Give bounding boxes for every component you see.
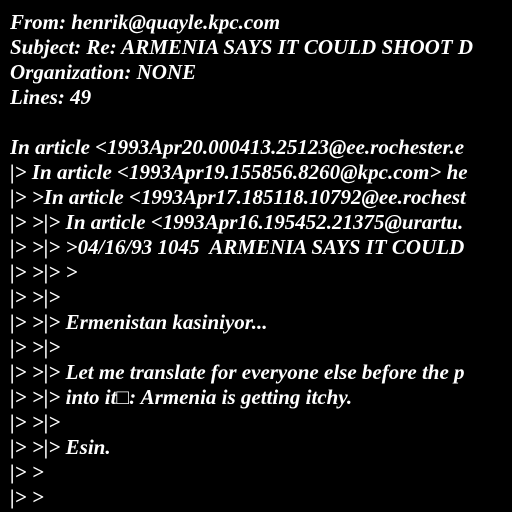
quoted-line: |> >|> Let me translate for everyone else before the p (10, 360, 465, 384)
blank-line (10, 110, 512, 135)
quoted-line: |> >|> >04/16/93 1045 ARMENIA SAYS IT COULD (10, 235, 465, 259)
quoted-line: |> >|> (10, 285, 61, 309)
quoted-line: |> >|> In article <1993Apr16.195452.21375@urartu. (10, 210, 464, 234)
quoted-line: |> >In article <1993Apr17.185118.10792@ee.rochest (10, 185, 466, 209)
quoted-line: |> >|> > (10, 260, 78, 284)
quoted-line: |> > (10, 460, 44, 484)
quoted-line: |> In article <1993Apr19.155856.8260@kpc.com> he (10, 160, 468, 184)
quoted-line: |> > (10, 485, 44, 509)
header-organization: Organization: NONE (10, 60, 197, 84)
quoted-line: |> >|> Ermenistan kasiniyor... (10, 310, 268, 334)
quoted-line: |> >|> Esin. (10, 435, 111, 459)
email-document (10, 10, 512, 512)
header-lines: Lines: 49 (10, 85, 92, 109)
quoted-line: |> >|> into it□: Armenia is getting itchy. (10, 385, 353, 409)
quoted-line: |> >|> (10, 335, 61, 359)
header-subject: Subject: Re: ARMENIA SAYS IT COULD SHOOT D (10, 35, 474, 59)
header-from: From: henrik@quayle.kpc.com (10, 10, 281, 34)
quoted-line: |> >|> (10, 410, 61, 434)
body-line: In article <1993Apr20.000413.25123@ee.rochester.e (10, 135, 465, 159)
